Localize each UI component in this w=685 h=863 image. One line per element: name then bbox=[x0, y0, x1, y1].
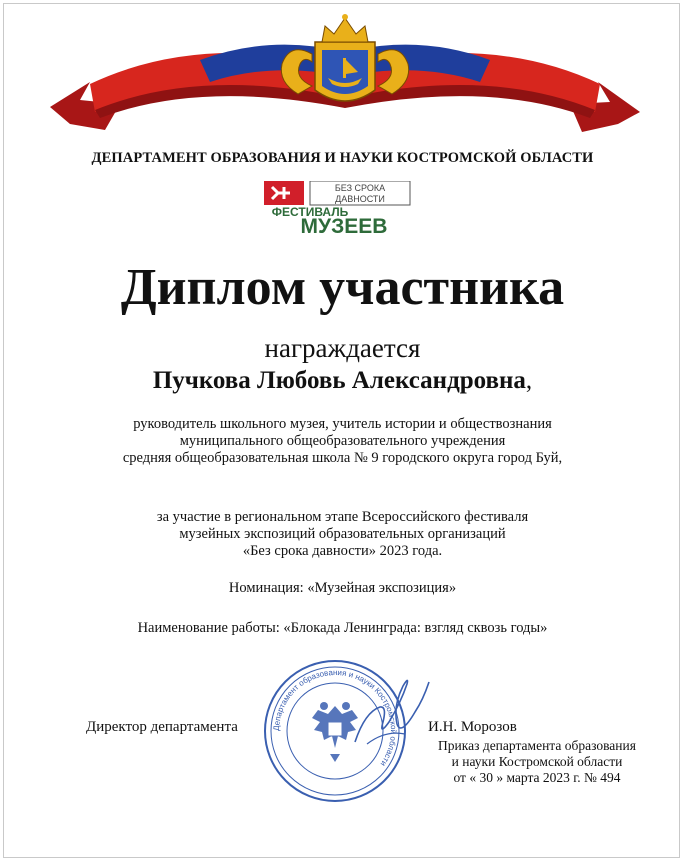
department-header: ДЕПАРТАМЕНТ ОБРАЗОВАНИЯ И НАУКИ КОСТРОМСКОЙ ОБЛАСТИ bbox=[91, 150, 594, 166]
recipient-comma: , bbox=[525, 367, 533, 394]
festival-logo-line3: ФЕСТИВАЛЬ bbox=[271, 205, 349, 219]
seal-ring-text: Департамент образования и науки Костромской области bbox=[271, 667, 399, 768]
festival-line-3: «Без срока давности» 2023 года. bbox=[242, 543, 443, 559]
coat-of-arms-banner bbox=[50, 12, 640, 152]
recipient-line bbox=[0, 366, 685, 396]
signatory-name: И.Н. Морозов bbox=[428, 719, 517, 735]
position-line-1: руководитель школьного музея, учитель истории и обществознания bbox=[133, 416, 552, 432]
order-line-3: от « 30 » марта 2023 г. № 494 bbox=[453, 770, 621, 785]
diploma-title: Диплом участника bbox=[120, 259, 565, 316]
festival-line-1: за участие в региональном этапе Всероссийского фестиваля bbox=[156, 509, 529, 525]
festival-logo-line1: БЕЗ СРОКА bbox=[334, 183, 386, 193]
order-line-1: Приказ департамента образования bbox=[438, 738, 636, 753]
recipient-name: Пучкова Любовь Александровна bbox=[152, 367, 526, 394]
position-line-3: средняя общеобразовательная школа № 9 городского округа город Буй, bbox=[122, 450, 563, 466]
awarded-text: награждается bbox=[264, 333, 421, 363]
position-line-2: муниципального общеобразовательного учреждения bbox=[179, 433, 506, 449]
order-reference bbox=[412, 738, 662, 786]
festival-logo-line4: МУЗЕЕВ bbox=[300, 215, 388, 235]
crown bbox=[322, 18, 368, 42]
order-line-2: и науки Костромской области bbox=[451, 754, 623, 769]
festival-line-2: музейных экспозиций образовательных организаций bbox=[179, 526, 506, 542]
signatory-title: Директор департамента bbox=[86, 719, 238, 735]
festival-logo-line2: ДАВНОСТИ bbox=[335, 194, 385, 204]
nomination: Номинация: «Музейная экспозиция» bbox=[228, 580, 457, 596]
work-name: Наименование работы: «Блокада Ленинграда: взгляд сквозь годы» bbox=[137, 620, 548, 636]
festival-logo bbox=[264, 181, 414, 235]
